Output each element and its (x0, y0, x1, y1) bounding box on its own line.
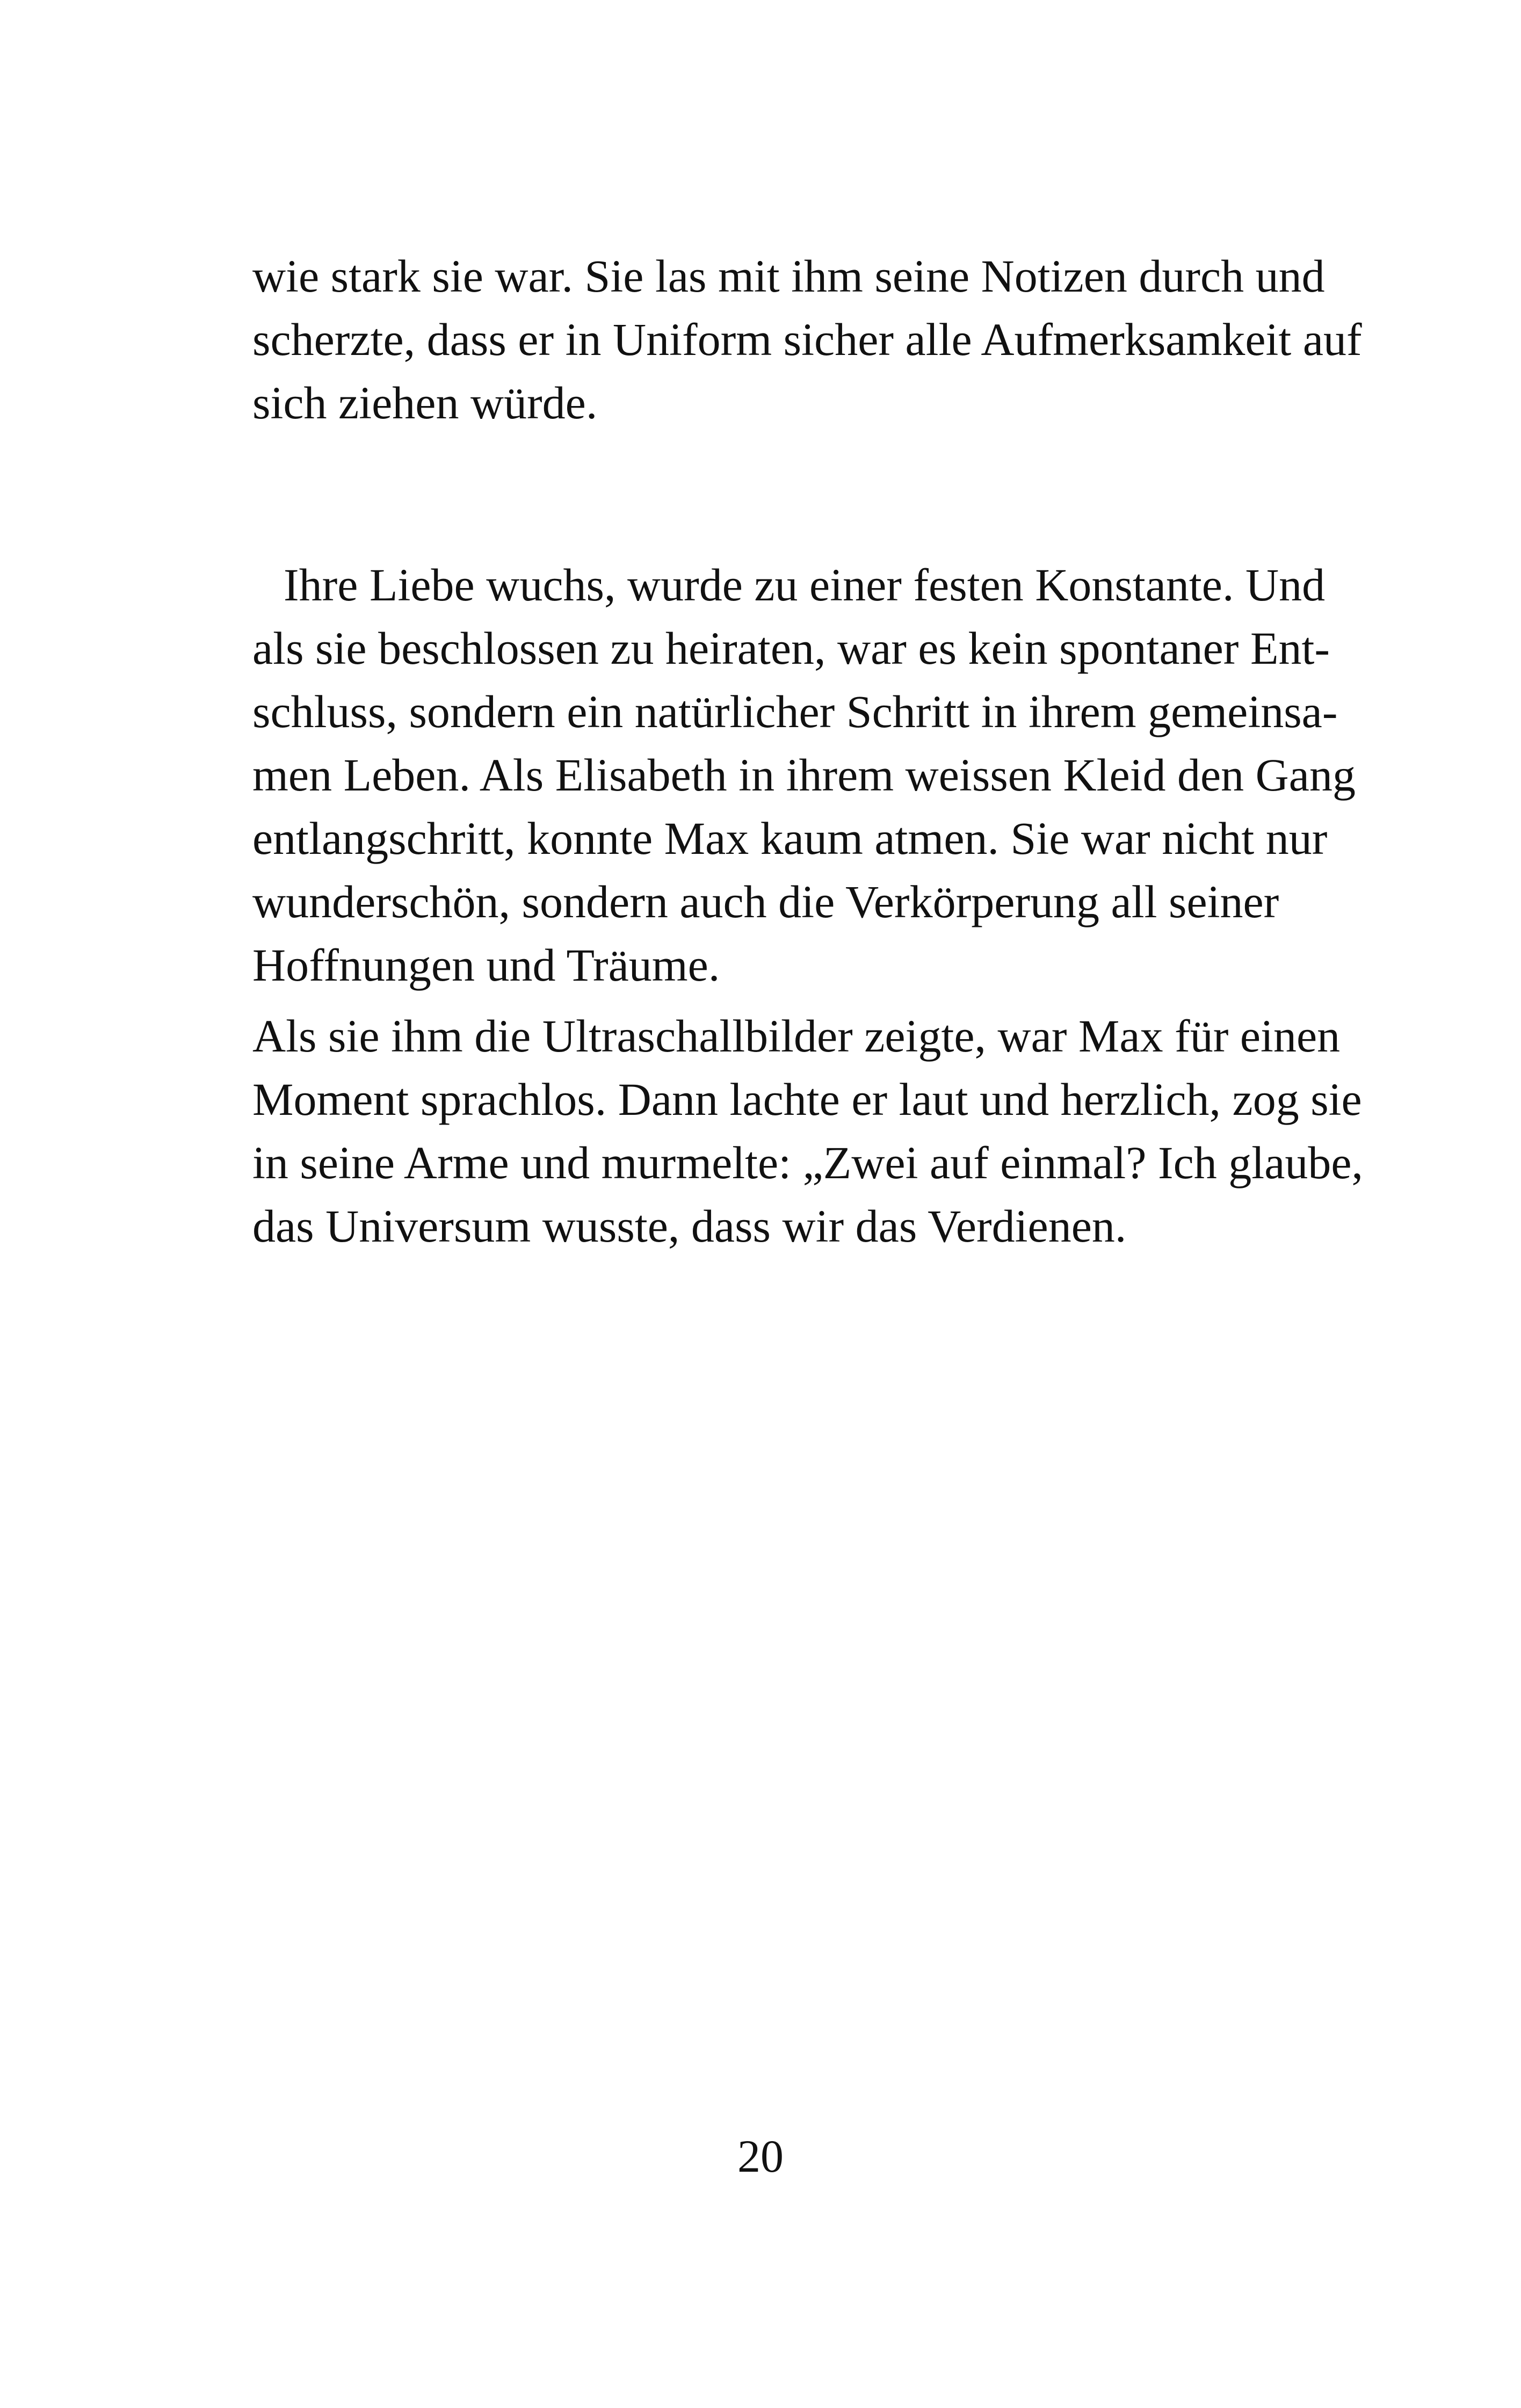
page-number: 20 (737, 2130, 784, 2182)
paragraph-3 (252, 1004, 1364, 1258)
paragraph-line: das Universum wusste, dass wir das Verdienen. (252, 1200, 1127, 1252)
paragraph-line: in seine Arme und murmelte: „Zwei auf einmal? Ich glaube, (252, 1137, 1364, 1188)
paragraph-line: Hoffnungen und Träume. (252, 939, 720, 991)
paragraph-line: als sie beschlossen zu heiraten, war es kein spontaner Ent- (252, 622, 1330, 674)
paragraph-line: schluss, sondern ein natürlicher Schritt in ihrem gemeinsa- (252, 686, 1338, 737)
paragraph-2 (252, 553, 1356, 997)
paragraph-line: wunderschön, sondern auch die Verkörperung all seiner (252, 876, 1279, 927)
paragraph-line: men Leben. Als Elisabeth in ihrem weissen Kleid den Gang (252, 749, 1356, 801)
paragraph-1 (252, 244, 1362, 434)
paragraph-line: Als sie ihm die Ultraschallbilder zeigte, war Max für einen (252, 1010, 1341, 1062)
paragraph-line: scherzte, dass er in Uniform sicher alle Aufmerksamkeit auf (252, 314, 1362, 365)
paragraph-line: Ihre Liebe wuchs, wurde zu einer festen Konstante. Und (284, 559, 1326, 611)
paragraph-line: wie stark sie war. Sie las mit ihm seine Notizen durch und (252, 250, 1325, 302)
paragraph-line: Moment sprachlos. Dann lachte er laut und herzlich, zog sie (252, 1074, 1362, 1125)
paragraph-line: entlangschritt, konnte Max kaum atmen. Sie war nicht nur (252, 813, 1328, 864)
paragraph-line: sich ziehen würde. (252, 377, 598, 429)
